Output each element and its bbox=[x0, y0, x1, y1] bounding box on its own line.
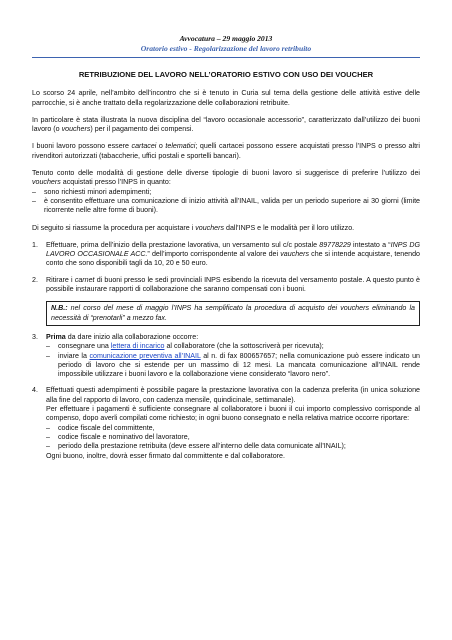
text-run-italic: cartacei bbox=[131, 142, 157, 151]
text-run-italic: vouchers bbox=[195, 223, 225, 232]
step-number: 2. bbox=[32, 275, 38, 284]
list-item: – sono richiesti minori adempimenti; bbox=[32, 188, 420, 197]
text-run: dall’INPS e le modalità per il loro utilizzo. bbox=[224, 223, 355, 232]
step-3-list bbox=[46, 342, 420, 379]
list-item: – è consentito effettuare una comunicazione di inizio attività all’INAIL, valida per un periodo superiore ai 30 giorni (limite ricorrente nelle altre forme di buoni). bbox=[32, 197, 420, 216]
list-item: – codice fiscale del committente, bbox=[46, 424, 420, 433]
list-item bbox=[46, 342, 420, 351]
text-run: Effettuare, prima dell’inizio della prestazione lavorativa, un versamento sul c/c postale bbox=[46, 240, 320, 249]
text-run: al collaboratore (che la sottoscriverà per ricevuta); bbox=[164, 342, 324, 351]
text-run: che si intende acquistare, tenendo conto che sono disponibili tagli da 10, 20 e 50 euro. bbox=[46, 250, 420, 268]
step-1 bbox=[32, 241, 420, 269]
text-run: acquistati presso l’INPS in quanto: bbox=[60, 178, 171, 187]
text-run-italic: INPS DG LAVORO OCCASIONALE ACC. bbox=[46, 240, 420, 259]
text-run-italic: vouchers bbox=[32, 178, 61, 187]
header-rule bbox=[32, 57, 420, 58]
paragraph-new-discipline bbox=[32, 116, 420, 135]
text-run: Tenuto conto delle modalità di gestione delle diverse tipologie di buoni lavoro si suggerisce di preferire l’utilizzo dei bbox=[32, 169, 420, 178]
list-item: – periodo della prestazione retribuita (deve essere all’interno delle data comunicate all’INAIL); bbox=[46, 442, 420, 451]
list-item: – codice fiscale e nominativo del lavoratore, bbox=[46, 433, 420, 442]
step-2 bbox=[32, 276, 420, 295]
header-date-line: Avvocatura – 29 maggio 2013 bbox=[179, 34, 273, 43]
text-run: consegnare una bbox=[58, 342, 111, 351]
text-run: intestato a “ bbox=[350, 240, 391, 249]
text-run-italic: telematici bbox=[165, 142, 196, 151]
step-3 bbox=[32, 333, 420, 379]
document-title: RETRIBUZIONE DEL LAVORO NELL’ORATORIO ESTIVO CON USO DEI VOUCHER bbox=[78, 70, 374, 79]
text-run: I buoni lavoro possono essere bbox=[32, 142, 132, 151]
nota-bene-label: N.B.: bbox=[51, 304, 68, 313]
link-lettera-di-incarico[interactable]: lettera di incarico bbox=[110, 342, 165, 351]
list-item bbox=[46, 352, 420, 380]
text-run: Di seguito si riassume la procedura per acquistare i bbox=[32, 223, 196, 232]
text-run-bold: Prima bbox=[46, 332, 66, 341]
text-run: di buoni presso le sedi provinciali INPS esibendo la ricevuta del versamento postale. A questo punto è possibile instaurare rapporti di collaborazione che saranno compensati con i buoni. bbox=[46, 275, 420, 294]
step-4-payment-text: Per effettuare i pagamenti è sufficiente consegnare al collaboratore i buoni il cui importo complessivo corrisponde al compenso, dopo averli compilati come richiesto; in ogni buono consegnato e nella relativa matrice occorre riportare: bbox=[46, 405, 420, 423]
text-run: ; quelli cartacei possono essere acquistati presso l’INPS o presso altri rivenditori autorizzati (tabaccherie, uffici postali e sportelli bancari). bbox=[32, 142, 420, 160]
recommendation-list bbox=[32, 188, 420, 216]
text-run: o bbox=[156, 142, 166, 151]
document-header bbox=[32, 34, 420, 54]
text-run: In particolare è stata illustrata la nuova disciplina del “lavoro occasionale accessorio”, caratterizzato dall’utilizzo dei buoni lavoro (o bbox=[32, 115, 420, 134]
text-run: al n. di fax 800657657; nella comunicazione può essere indicato un periodo di lavoro che si estende per un massimo di 12 mesi. La mancata comunicazione all’INAIL rende impossibile utilizzare i buoni lavoro e la collaborazione viene considerato “lavoro nero”. bbox=[58, 351, 420, 379]
step-number: 1. bbox=[32, 240, 38, 249]
header-subject-line: Oratorio estivo - Regolarizzazione del lavoro retribuito bbox=[140, 44, 312, 53]
step-number: 3. bbox=[32, 332, 38, 341]
nota-bene-text: nel corso del mese di maggio l’INPS ha semplificato la procedura di acquisto dei vouchers eliminando la necessità di “prenotarli” a mezzo fax. bbox=[51, 304, 415, 322]
text-run: inviare la bbox=[58, 351, 90, 360]
text-run: ) per il pagamento dei compensi. bbox=[90, 125, 194, 134]
nota-bene-box bbox=[46, 301, 420, 326]
text-run: Ritirare i bbox=[46, 275, 75, 284]
text-run: ” dell’importo corrispondente al valore dei bbox=[147, 250, 281, 259]
step-number: 4. bbox=[32, 386, 38, 395]
step-4-list bbox=[46, 424, 420, 452]
text-run: da dare inizio alla collaborazione occorre: bbox=[65, 332, 199, 341]
step-4 bbox=[32, 386, 420, 460]
paragraph-intro: Lo scorso 24 aprile, nell’ambito dell’incontro che si è tenuto in Curia sul tema della gestione delle attività estive delle parrocchie, si è anche trattato della regolarizzazione delle collaborazioni retribuite. bbox=[32, 89, 420, 107]
text-run-italic: carnet bbox=[74, 275, 95, 284]
step-4-signature-text: Ogni buono, inoltre, dovrà esser firmato dal committente e dal collaboratore. bbox=[46, 451, 285, 460]
paragraph-recommendation bbox=[32, 169, 420, 188]
step-4-text: Effettuati questi adempimenti è possibile pagare la prestazione lavorativa con la cadenza preferita (in unica soluzione alla fine del rapporto di lavoro, con cadenza mensile, quindicinale, settimanale). bbox=[46, 386, 420, 404]
text-run-italic: vauchers bbox=[280, 250, 310, 259]
text-run-italic: vouchers bbox=[61, 125, 91, 134]
text-run-italic: 89778229 bbox=[319, 240, 351, 249]
paragraph-procedure-intro bbox=[32, 224, 420, 233]
paragraph-voucher-types bbox=[32, 142, 420, 161]
link-comunicazione-inail[interactable]: comunicazione preventiva all’INAIL bbox=[89, 351, 201, 360]
